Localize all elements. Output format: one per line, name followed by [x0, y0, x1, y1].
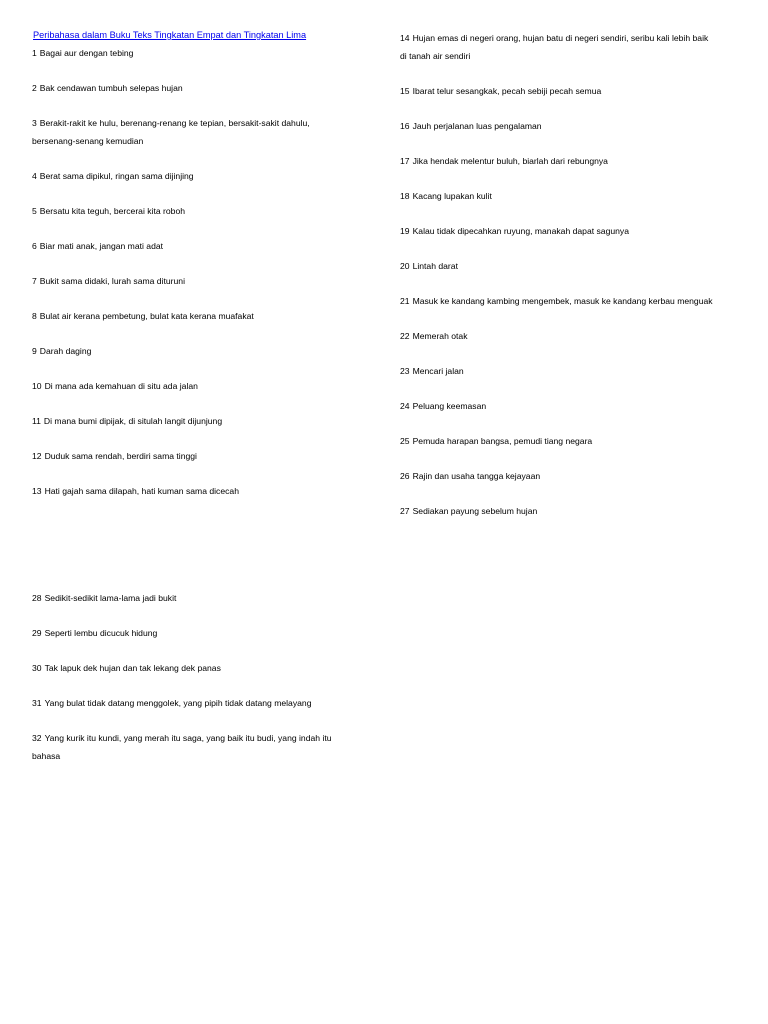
proverb-text: Jauh perjalanan luas pengalaman	[412, 121, 542, 131]
proverb-number: 8	[32, 311, 37, 321]
proverb-text: Duduk sama rendah, berdiri sama tinggi	[44, 451, 197, 461]
proverb-line: bersenang-senang kemudian	[32, 135, 144, 146]
proverb-number: 19	[400, 226, 410, 236]
proverb-text: Ibarat telur sesangkak, pecah sebiji pecah semua	[412, 86, 602, 96]
proverb-item	[400, 328, 468, 346]
proverb-text: Yang bulat tidak datang menggolek, yang pipih tidak datang melayang	[44, 698, 312, 708]
proverb-number: 12	[32, 451, 42, 461]
proverb-line: bahasa	[32, 750, 61, 761]
proverb-item	[32, 273, 185, 291]
proverb-line	[32, 483, 239, 501]
proverb-line	[400, 363, 464, 381]
proverb-text: Darah daging	[39, 346, 92, 356]
proverb-item	[32, 483, 239, 501]
proverb-item	[400, 433, 592, 451]
proverb-line	[32, 168, 194, 186]
proverb-text: Biar mati anak, jangan mati adat	[39, 241, 164, 251]
proverb-item	[400, 118, 542, 136]
proverb-number: 32	[32, 733, 42, 743]
proverb-item	[400, 468, 540, 486]
proverb-line	[32, 80, 183, 98]
proverb-item	[400, 153, 608, 171]
proverb-line	[400, 433, 592, 451]
proverb-number: 10	[32, 381, 42, 391]
proverb-text: Berakit-rakit ke hulu, berenang-renang ke tepian, bersakit-sakit dahulu,	[39, 118, 310, 128]
proverb-line	[400, 118, 542, 136]
proverb-item	[32, 590, 176, 608]
proverb-item	[32, 203, 185, 221]
proverb-number: 6	[32, 241, 37, 251]
proverb-text: Di mana bumi dipijak, di situlah langit dijunjung	[43, 416, 223, 426]
proverb-number: 27	[400, 506, 410, 516]
proverb-item	[32, 660, 221, 678]
proverb-item	[32, 308, 254, 326]
proverb-number: 23	[400, 366, 410, 376]
proverb-line	[400, 83, 601, 101]
proverb-text: Berat sama dipikul, ringan sama dijinjing	[39, 171, 194, 181]
proverb-item	[32, 80, 183, 98]
proverb-line	[32, 115, 310, 133]
proverb-line	[400, 223, 629, 241]
proverb-line	[400, 328, 468, 346]
proverb-text: Seperti lembu dicucuk hidung	[44, 628, 158, 638]
proverb-text: Bersatu kita teguh, bercerai kita roboh	[39, 206, 186, 216]
proverb-number: 28	[32, 593, 42, 603]
proverb-line	[32, 45, 133, 63]
proverb-item	[400, 30, 708, 65]
proverb-line	[32, 590, 176, 608]
proverb-line	[32, 378, 198, 396]
proverb-number: 9	[32, 346, 37, 356]
proverb-text: Hati gajah sama dilapah, hati kuman sama dicecah	[44, 486, 239, 496]
proverb-line	[32, 660, 221, 678]
proverb-text: Yang kurik itu kundi, yang merah itu saga, yang baik itu budi, yang indah itu	[44, 733, 332, 743]
proverb-number: 5	[32, 206, 37, 216]
proverb-line	[400, 30, 708, 48]
proverb-text: Pemuda harapan bangsa, pemudi tiang negara	[412, 436, 593, 446]
proverb-number: 21	[400, 296, 410, 306]
document-title-link[interactable]: Peribahasa dalam Buku Teks Tingkatan Empat dan Tingkatan Lima	[33, 30, 307, 40]
proverb-line	[32, 343, 91, 361]
proverb-number: 15	[400, 86, 410, 96]
proverb-number: 1	[32, 48, 37, 58]
proverb-text: Bulat air kerana pembetung, bulat kata kerana muafakat	[39, 311, 254, 321]
proverb-item	[400, 398, 486, 416]
proverb-number: 13	[32, 486, 42, 496]
proverb-text: Tak lapuk dek hujan dan tak lekang dek panas	[44, 663, 221, 673]
proverb-number: 3	[32, 118, 37, 128]
proverb-number: 29	[32, 628, 42, 638]
proverb-number: 24	[400, 401, 410, 411]
proverb-item	[32, 730, 332, 765]
proverb-item	[400, 503, 537, 521]
proverb-number: 16	[400, 121, 410, 131]
proverb-number: 7	[32, 276, 37, 286]
proverb-item	[400, 223, 629, 241]
proverb-item	[400, 83, 601, 101]
proverb-number: 18	[400, 191, 410, 201]
proverb-line	[32, 238, 163, 256]
proverb-line	[400, 188, 492, 206]
proverb-item	[32, 448, 197, 466]
proverb-line	[32, 273, 185, 291]
proverb-number: 20	[400, 261, 410, 271]
proverb-number: 11	[32, 416, 41, 426]
proverb-item	[400, 363, 464, 381]
proverb-text: Jika hendak melentur buluh, biarlah dari rebungnya	[412, 156, 608, 166]
proverb-text: Bagai aur dengan tebing	[39, 48, 134, 58]
proverb-line	[400, 153, 608, 171]
proverb-text: Kacang lupakan kulit	[412, 191, 492, 201]
proverb-line	[400, 503, 537, 521]
proverb-item	[32, 168, 194, 186]
proverb-item	[400, 293, 713, 311]
proverb-text: Memerah otak	[412, 331, 468, 341]
proverb-item	[32, 238, 163, 256]
proverb-line: di tanah air sendiri	[400, 50, 471, 61]
proverb-text: Peluang keemasan	[412, 401, 487, 411]
proverb-number: 22	[400, 331, 410, 341]
proverb-line	[400, 468, 540, 486]
proverb-item	[32, 115, 310, 150]
proverb-number: 30	[32, 663, 42, 673]
proverb-item	[32, 343, 91, 361]
proverb-item	[32, 695, 311, 713]
proverb-number: 17	[400, 156, 410, 166]
proverb-line	[32, 730, 332, 748]
proverb-text: Rajin dan usaha tangga kejayaan	[412, 471, 541, 481]
proverb-item	[400, 188, 492, 206]
proverb-line	[400, 293, 713, 311]
proverb-line	[400, 258, 458, 276]
proverb-number: 31	[32, 698, 42, 708]
proverb-text: Sediakan payung sebelum hujan	[412, 506, 538, 516]
proverb-item	[32, 413, 222, 431]
proverb-number: 26	[400, 471, 410, 481]
proverb-line	[32, 413, 222, 431]
proverb-item	[400, 258, 458, 276]
proverb-line	[400, 398, 486, 416]
proverb-text: Kalau tidak dipecahkan ruyung, manakah dapat sagunya	[412, 226, 629, 236]
proverb-text: Mencari jalan	[412, 366, 464, 376]
proverb-number: 4	[32, 171, 37, 181]
proverb-line	[32, 625, 157, 643]
proverb-number: 14	[400, 33, 410, 43]
proverb-number: 2	[32, 83, 37, 93]
proverb-line	[32, 695, 311, 713]
proverb-text: Bukit sama didaki, lurah sama dituruni	[39, 276, 185, 286]
proverb-line	[32, 203, 185, 221]
proverb-item	[32, 625, 157, 643]
proverb-text: Hujan emas di negeri orang, hujan batu di negeri sendiri, seribu kali lebih baik	[412, 33, 709, 43]
proverb-text: Di mana ada kemahuan di situ ada jalan	[44, 381, 198, 391]
proverb-text: Masuk ke kandang kambing mengembek, masuk ke kandang kerbau menguak	[412, 296, 713, 306]
proverb-item	[32, 45, 133, 63]
proverb-text: Bak cendawan tumbuh selepas hujan	[39, 83, 183, 93]
proverb-line	[32, 448, 197, 466]
proverb-line	[32, 308, 254, 326]
proverb-number: 25	[400, 436, 410, 446]
proverb-text: Lintah darat	[412, 261, 458, 271]
proverb-item	[32, 378, 198, 396]
proverb-text: Sedikit-sedikit lama-lama jadi bukit	[44, 593, 177, 603]
